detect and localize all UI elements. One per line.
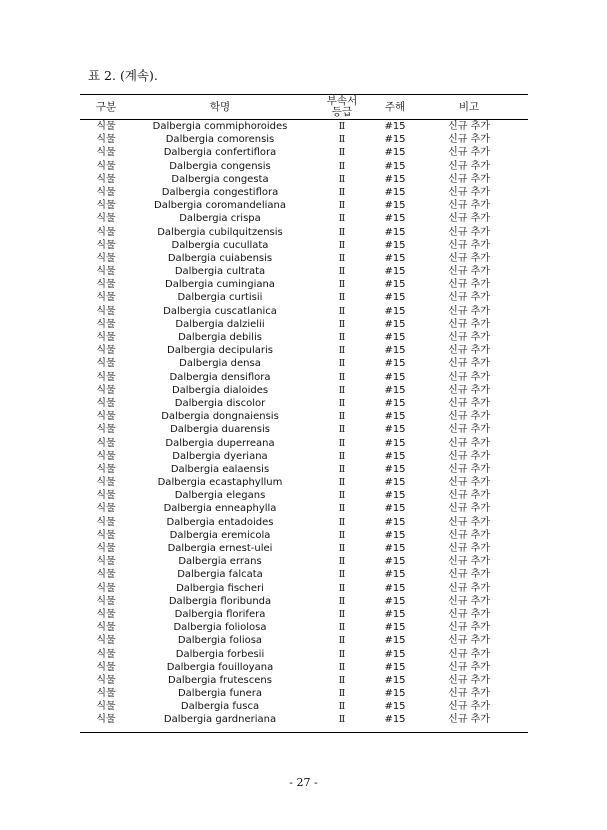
cell-category: 식물 — [96, 516, 116, 528]
cell-category: 식물 — [96, 213, 116, 225]
table-row — [0, 371, 607, 384]
table-row — [0, 489, 607, 502]
cell-note: #15 — [384, 173, 406, 185]
cell-category: 식물 — [96, 674, 116, 686]
cell-category: 식물 — [96, 305, 116, 317]
header-scientific-name: 학명 — [209, 100, 231, 113]
cell-appendix: Ⅱ — [338, 384, 346, 396]
table-caption: 표 2. (계속). — [88, 68, 158, 83]
cell-category: 식물 — [96, 622, 116, 634]
cell-scientific-name: Dalbergia ernest-ulei — [167, 543, 273, 554]
table-row — [0, 674, 607, 687]
cell-remark: 신규 추가 — [448, 332, 490, 343]
cell-note: #15 — [384, 622, 406, 634]
cell-remark: 신규 추가 — [448, 569, 490, 581]
cell-category: 식물 — [96, 503, 116, 515]
cell-scientific-name: Dalbergia duarensis — [170, 424, 270, 436]
cell-appendix: Ⅱ — [338, 674, 346, 686]
cell-note: #15 — [384, 674, 406, 686]
cell-category: 식물 — [96, 569, 116, 581]
cell-category: 식물 — [96, 397, 116, 409]
cell-note: #15 — [384, 450, 406, 462]
cell-appendix: Ⅱ — [338, 252, 346, 264]
cell-note: #15 — [384, 266, 406, 278]
cell-appendix: Ⅱ — [338, 305, 346, 317]
cell-appendix: Ⅱ — [338, 147, 346, 159]
table-row — [0, 265, 607, 278]
cell-remark: 신규 추가 — [448, 477, 490, 489]
cell-remark: 신규 추가 — [448, 688, 490, 700]
cell-category: 식물 — [96, 661, 116, 673]
table-row — [0, 410, 607, 423]
cell-category: 식물 — [96, 714, 116, 726]
cell-note: #15 — [384, 332, 406, 343]
cell-remark: 신규 추가 — [448, 279, 490, 291]
cell-appendix: Ⅱ — [338, 292, 346, 304]
cell-note: #15 — [384, 648, 406, 660]
cell-note: #15 — [384, 239, 406, 251]
cell-category: 식물 — [96, 332, 116, 343]
cell-scientific-name: Dalbergia eremicola — [169, 529, 271, 541]
cell-note: #15 — [384, 529, 406, 541]
table-row — [0, 160, 607, 173]
table-row — [0, 239, 607, 252]
table-row — [0, 608, 607, 621]
cell-appendix: Ⅱ — [338, 371, 346, 383]
cell-note: #15 — [384, 556, 406, 568]
cell-scientific-name: Dalbergia cuscatlanica — [163, 305, 277, 317]
cell-scientific-name: Dalbergia confertiflora — [163, 147, 277, 159]
cell-scientific-name: Dalbergia ealaensis — [170, 463, 270, 475]
cell-category: 식물 — [96, 608, 116, 620]
cell-scientific-name: Dalbergia fouilloyana — [166, 661, 274, 673]
cell-appendix: Ⅱ — [338, 543, 346, 554]
cell-note: #15 — [384, 608, 406, 620]
cell-note: #15 — [384, 134, 406, 146]
cell-scientific-name: Dalbergia curtisii — [177, 292, 263, 304]
cell-remark: 신규 추가 — [448, 424, 490, 436]
cell-note: #15 — [384, 503, 406, 515]
cell-remark: 신규 추가 — [448, 252, 490, 264]
cell-category: 식물 — [96, 582, 116, 594]
header-appendix-line1: 부속서 — [326, 95, 358, 107]
cell-note: #15 — [384, 477, 406, 489]
cell-remark: 신규 추가 — [448, 450, 490, 462]
cell-note: #15 — [384, 345, 406, 357]
table-row — [0, 582, 607, 595]
cell-category: 식물 — [96, 292, 116, 304]
header-note: 주해 — [384, 100, 406, 113]
cell-remark: 신규 추가 — [448, 556, 490, 568]
cell-appendix: Ⅱ — [338, 648, 346, 660]
cell-remark: 신규 추가 — [448, 134, 490, 146]
cell-appendix: Ⅱ — [338, 200, 346, 212]
table-row — [0, 173, 607, 186]
table-row — [0, 133, 607, 146]
cell-note: #15 — [384, 279, 406, 291]
table-row — [0, 423, 607, 436]
table-row — [0, 648, 607, 661]
cell-category: 식물 — [96, 371, 116, 383]
table-bottom-rule — [80, 732, 528, 733]
cell-category: 식물 — [96, 160, 116, 172]
table-row — [0, 555, 607, 568]
cell-scientific-name: Dalbergia discolor — [174, 397, 266, 409]
cell-remark: 신규 추가 — [448, 463, 490, 475]
table-body — [0, 120, 607, 727]
table-row — [0, 384, 607, 397]
cell-scientific-name: Dalbergia debilis — [178, 332, 262, 343]
table-row — [0, 463, 607, 476]
cell-appendix: Ⅱ — [338, 556, 346, 568]
cell-remark: 신규 추가 — [448, 503, 490, 515]
cell-remark: 신규 추가 — [448, 292, 490, 304]
cell-scientific-name: Dalbergia dalzielii — [175, 318, 265, 330]
cell-category: 식물 — [96, 266, 116, 278]
table-row — [0, 318, 607, 331]
cell-appendix: Ⅱ — [338, 186, 346, 198]
cell-scientific-name: Dalbergia floribunda — [168, 595, 272, 607]
cell-remark: 신규 추가 — [448, 147, 490, 159]
cell-remark: 신규 추가 — [448, 608, 490, 620]
page-number: - 27 - — [289, 776, 318, 789]
table-row — [0, 621, 607, 634]
cell-appendix: Ⅱ — [338, 622, 346, 634]
cell-scientific-name: Dalbergia densa — [179, 358, 261, 370]
cell-category: 식물 — [96, 252, 116, 264]
cell-appendix: Ⅱ — [338, 503, 346, 515]
table-row — [0, 687, 607, 700]
cell-appendix: Ⅱ — [338, 635, 346, 647]
cell-note: #15 — [384, 358, 406, 370]
cell-scientific-name: Dalbergia foliosa — [177, 635, 263, 647]
cell-category: 식물 — [96, 279, 116, 291]
cell-scientific-name: Dalbergia dialoides — [171, 384, 269, 396]
cell-category: 식물 — [96, 490, 116, 502]
cell-appendix: Ⅱ — [338, 397, 346, 409]
cell-category: 식물 — [96, 147, 116, 159]
header-category: 구분 — [95, 100, 117, 113]
cell-note: #15 — [384, 424, 406, 436]
cell-scientific-name: Dalbergia fusca — [180, 701, 260, 713]
cell-scientific-name: Dalbergia cuiabensis — [167, 252, 273, 264]
table-row — [0, 357, 607, 370]
cell-note: #15 — [384, 543, 406, 554]
cell-category: 식물 — [96, 529, 116, 541]
cell-remark: 신규 추가 — [448, 160, 490, 172]
cell-note: #15 — [384, 371, 406, 383]
header-appendix-line2: 등급 — [331, 106, 353, 118]
cell-note: #15 — [384, 252, 406, 264]
cell-category: 식물 — [96, 701, 116, 713]
cell-note: #15 — [384, 688, 406, 700]
cell-note: #15 — [384, 411, 406, 423]
cell-note: #15 — [384, 397, 406, 409]
cell-note: #15 — [384, 186, 406, 198]
cell-scientific-name: Dalbergia cucullata — [171, 239, 269, 251]
table-row — [0, 199, 607, 212]
cell-scientific-name: Dalbergia dongnaiensis — [161, 411, 279, 423]
table-row — [0, 291, 607, 304]
cell-appendix: Ⅱ — [338, 332, 346, 343]
cell-remark: 신규 추가 — [448, 384, 490, 396]
cell-remark: 신규 추가 — [448, 345, 490, 357]
cell-remark: 신규 추가 — [448, 437, 490, 449]
cell-remark: 신규 추가 — [448, 635, 490, 647]
cell-note: #15 — [384, 582, 406, 594]
cell-appendix: Ⅱ — [338, 595, 346, 607]
cell-remark: 신규 추가 — [448, 490, 490, 502]
cell-category: 식물 — [96, 635, 116, 647]
cell-category: 식물 — [96, 134, 116, 146]
cell-category: 식물 — [96, 595, 116, 607]
cell-category: 식물 — [96, 463, 116, 475]
cell-note: #15 — [384, 516, 406, 528]
cell-remark: 신규 추가 — [448, 543, 490, 554]
cell-remark: 신규 추가 — [448, 173, 490, 185]
cell-appendix: Ⅱ — [338, 134, 346, 146]
cell-appendix: Ⅱ — [338, 266, 346, 278]
cell-scientific-name: Dalbergia falcata — [177, 569, 263, 581]
table-row — [0, 397, 607, 410]
cell-remark: 신규 추가 — [448, 397, 490, 409]
cell-appendix: Ⅱ — [338, 714, 346, 726]
cell-appendix: Ⅱ — [338, 358, 346, 370]
table-row — [0, 661, 607, 674]
cell-note: #15 — [384, 569, 406, 581]
cell-scientific-name: Dalbergia gardneriana — [163, 714, 277, 726]
cell-note: #15 — [384, 384, 406, 396]
cell-remark: 신규 추가 — [448, 226, 490, 238]
cell-category: 식물 — [96, 186, 116, 198]
cell-scientific-name: Dalbergia florifera — [174, 608, 266, 620]
cell-appendix: Ⅱ — [338, 529, 346, 541]
cell-scientific-name: Dalbergia comorensis — [165, 134, 275, 146]
cell-category: 식물 — [96, 688, 116, 700]
cell-remark: 신규 추가 — [448, 529, 490, 541]
cell-category: 식물 — [96, 173, 116, 185]
cell-remark: 신규 추가 — [448, 411, 490, 423]
table-row — [0, 568, 607, 581]
cell-remark: 신규 추가 — [448, 318, 490, 330]
cell-remark: 신규 추가 — [448, 213, 490, 225]
cell-remark: 신규 추가 — [448, 371, 490, 383]
table-row — [0, 146, 607, 159]
cell-note: #15 — [384, 463, 406, 475]
cell-note: #15 — [384, 147, 406, 159]
cell-remark: 신규 추가 — [448, 186, 490, 198]
table-row — [0, 502, 607, 515]
table-row — [0, 634, 607, 647]
cell-remark: 신규 추가 — [448, 516, 490, 528]
cell-appendix: Ⅱ — [338, 173, 346, 185]
table-row — [0, 595, 607, 608]
cell-appendix: Ⅱ — [338, 688, 346, 700]
table-row — [0, 529, 607, 542]
table-row — [0, 305, 607, 318]
cell-remark: 신규 추가 — [448, 714, 490, 726]
cell-scientific-name: Dalbergia funera — [177, 688, 263, 700]
cell-scientific-name: Dalbergia dyeriana — [172, 450, 268, 462]
cell-appendix: Ⅱ — [338, 345, 346, 357]
header-remarks: 비고 — [458, 100, 480, 113]
cell-scientific-name: Dalbergia duperreana — [165, 437, 275, 449]
cell-note: #15 — [384, 714, 406, 726]
cell-appendix: Ⅱ — [338, 424, 346, 436]
cell-scientific-name: Dalbergia congensis — [169, 160, 271, 172]
cell-appendix: Ⅱ — [338, 437, 346, 449]
cell-scientific-name: Dalbergia errans — [178, 556, 262, 568]
cell-appendix: Ⅱ — [338, 608, 346, 620]
cell-scientific-name: Dalbergia congestiflora — [161, 186, 279, 198]
cell-remark: 신규 추가 — [448, 595, 490, 607]
cell-category: 식물 — [96, 477, 116, 489]
cell-appendix: Ⅱ — [338, 160, 346, 172]
cell-note: #15 — [384, 318, 406, 330]
cell-scientific-name: Dalbergia decipularis — [167, 345, 273, 357]
cell-remark: 신규 추가 — [448, 239, 490, 251]
cell-appendix: Ⅱ — [338, 411, 346, 423]
cell-remark: 신규 추가 — [448, 200, 490, 212]
cell-note: #15 — [384, 213, 406, 225]
table-row — [0, 278, 607, 291]
cell-category: 식물 — [96, 200, 116, 212]
table-row — [0, 252, 607, 265]
cell-category: 식물 — [96, 648, 116, 660]
table-row — [0, 226, 607, 239]
cell-appendix: Ⅱ — [338, 450, 346, 462]
cell-note: #15 — [384, 490, 406, 502]
cell-remark: 신규 추가 — [448, 266, 490, 278]
cell-category: 식물 — [96, 556, 116, 568]
cell-scientific-name: Dalbergia fischeri — [176, 582, 264, 594]
cell-appendix: Ⅱ — [338, 463, 346, 475]
cell-scientific-name: Dalbergia entadoides — [166, 516, 274, 528]
cell-remark: 신규 추가 — [448, 121, 490, 132]
cell-category: 식물 — [96, 239, 116, 251]
cell-appendix: Ⅱ — [338, 121, 346, 132]
cell-scientific-name: Dalbergia cultrata — [174, 266, 266, 278]
cell-appendix: Ⅱ — [338, 569, 346, 581]
cell-appendix: Ⅱ — [338, 516, 346, 528]
cell-note: #15 — [384, 200, 406, 212]
cell-scientific-name: Dalbergia commiphoroides — [152, 121, 288, 132]
cell-scientific-name: Dalbergia forbesii — [175, 648, 265, 660]
table-row — [0, 713, 607, 726]
cell-appendix: Ⅱ — [338, 477, 346, 489]
cell-note: #15 — [384, 160, 406, 172]
cell-note: #15 — [384, 437, 406, 449]
cell-appendix: Ⅱ — [338, 213, 346, 225]
table-row — [0, 212, 607, 225]
table-row — [0, 120, 607, 133]
cell-scientific-name: Dalbergia cumingiana — [165, 279, 275, 291]
table-row — [0, 542, 607, 555]
cell-category: 식물 — [96, 345, 116, 357]
cell-category: 식물 — [96, 424, 116, 436]
cell-scientific-name: Dalbergia congesta — [171, 173, 269, 185]
cell-remark: 신규 추가 — [448, 305, 490, 317]
cell-note: #15 — [384, 701, 406, 713]
table-row — [0, 476, 607, 489]
cell-category: 식물 — [96, 384, 116, 396]
cell-scientific-name: Dalbergia cubilquitzensis — [157, 226, 283, 238]
cell-scientific-name: Dalbergia coromandeliana — [154, 200, 286, 212]
table-row — [0, 516, 607, 529]
cell-scientific-name: Dalbergia foliolosa — [173, 622, 267, 634]
cell-category: 식물 — [96, 318, 116, 330]
table-row — [0, 700, 607, 713]
cell-scientific-name: Dalbergia elegans — [174, 490, 266, 502]
cell-remark: 신규 추가 — [448, 622, 490, 634]
cell-category: 식물 — [96, 226, 116, 238]
cell-note: #15 — [384, 226, 406, 238]
cell-scientific-name: Dalbergia ecastaphyllum — [157, 477, 283, 489]
cell-scientific-name: Dalbergia enneaphylla — [163, 503, 277, 515]
cell-remark: 신규 추가 — [448, 701, 490, 713]
cell-remark: 신규 추가 — [448, 582, 490, 594]
cell-scientific-name: Dalbergia frutescens — [168, 674, 272, 686]
cell-note: #15 — [384, 305, 406, 317]
cell-note: #15 — [384, 595, 406, 607]
cell-appendix: Ⅱ — [338, 701, 346, 713]
header-appendix — [316, 95, 368, 119]
cell-note: #15 — [384, 121, 406, 132]
cell-category: 식물 — [96, 121, 116, 132]
cell-appendix: Ⅱ — [338, 226, 346, 238]
cell-category: 식물 — [96, 411, 116, 423]
cell-scientific-name: Dalbergia crispa — [179, 213, 261, 225]
cell-category: 식물 — [96, 450, 116, 462]
cell-appendix: Ⅱ — [338, 661, 346, 673]
cell-scientific-name: Dalbergia densiflora — [169, 371, 271, 383]
table-row — [0, 186, 607, 199]
cell-category: 식물 — [96, 543, 116, 554]
cell-remark: 신규 추가 — [448, 358, 490, 370]
table-row — [0, 331, 607, 344]
cell-category: 식물 — [96, 437, 116, 449]
cell-remark: 신규 추가 — [448, 674, 490, 686]
cell-category: 식물 — [96, 358, 116, 370]
table-row — [0, 450, 607, 463]
table-row — [0, 344, 607, 357]
cell-note: #15 — [384, 661, 406, 673]
cell-note: #15 — [384, 635, 406, 647]
cell-appendix: Ⅱ — [338, 490, 346, 502]
cell-remark: 신규 추가 — [448, 648, 490, 660]
cell-note: #15 — [384, 292, 406, 304]
cell-appendix: Ⅱ — [338, 318, 346, 330]
table-row — [0, 437, 607, 450]
cell-appendix: Ⅱ — [338, 239, 346, 251]
cell-remark: 신규 추가 — [448, 661, 490, 673]
cell-appendix: Ⅱ — [338, 279, 346, 291]
cell-appendix: Ⅱ — [338, 582, 346, 594]
